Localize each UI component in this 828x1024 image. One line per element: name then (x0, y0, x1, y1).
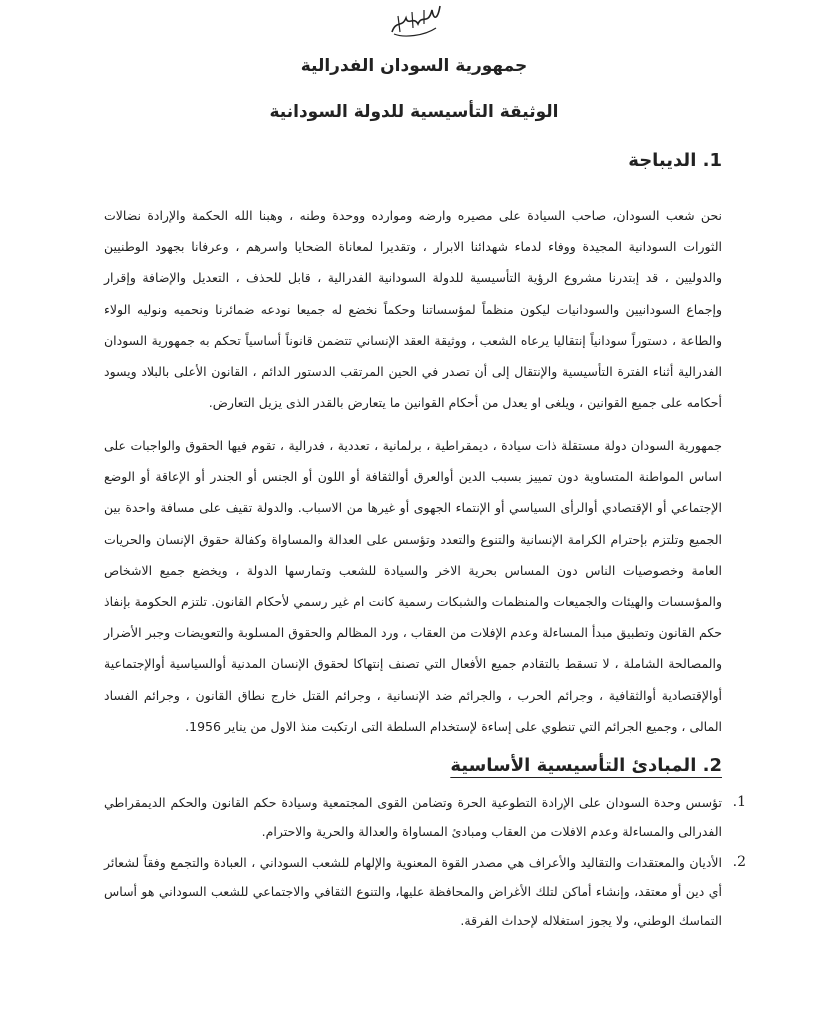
list-item-number: 1. (732, 794, 746, 810)
list-item (104, 788, 746, 846)
principles-list (104, 788, 744, 937)
preamble-paragraph-1: نحن شعب السودان، صاحب السيادة على مصيره وارضه وموارده ووحدة وطنه ، وهبنا الله الحكمة والإرادة نضالات الثورات السودانية المجيدة ووفاء لدماء شهدائنا الابرار ، وتقديرا لمعاناة الضحايا واسرهم ، وعرفانا بجهود الوطنيين والدوليين ، قد إبتدرنا مشروع الرؤية التأسيسية للدولة السودانية الفدرالية ، قابل للحذف ، التعديل والإضافة وإقرار وإجماع السودانيين والسودانيات ليكون منظماً لمؤسساتنا وحكماً نخضع له جميعا نودعه ضمائرنا ونحميه ونوليه الولاء والطاعة ، دستوراً سودانياً إنتقاليا يرعاه الشعب ، ووثيقة العقد الإنساني تتضمن قانوناً أساسياً تحكم به جمهورية السودان الفدرالية أثناء الفترة التأسيسية والإنتقال إلى أن تصدر في الحين المرتقب الدستور الدائم ، القانون الأعلى بالبلاد ويسود أحكامه على جميع القوانين ، ويلغى او يعدل من أحكام القوانين ما يتعارض بالقدر الذى يزيل التعارض. (104, 208, 722, 411)
list-item-text: تؤسس وحدة السودان على الإرادة التطوعية الحرة وتضامن القوى المجتمعية وسيادة حكم القانون والحكم الديمقراطي الفدرالى والمساءلة وعدم الافلات من العقاب ومبادئ المساواة والعدالة والحرية والاحترام. (104, 795, 722, 839)
document-title: جمهورية السودان الفدرالية (300, 56, 528, 76)
section-heading-principles: 2. المبادئ التأسيسية الأساسية (450, 755, 722, 776)
list-item-text: الأديان والمعتقدات والتقاليد والأعراف هي مصدر القوة المعنوية والإلهام للشعب السوداني ، العبادة والتجمع وفقاً لشعائر أي دين أو معتقد، وإنشاء أماكن لتلك الأغراض والمحافظة عليها، والتنوع الثقافي والاجتماعي للشعب السوداني هو أساس التماسك الوطني، ولا يجوز استغلاله لإحداث الفرقة. (104, 855, 722, 928)
preamble-paragraph-2: جمهورية السودان دولة مستقلة ذات سيادة ، ديمقراطية ، برلمانية ، تعددية ، فدرالية ، تقوم فيها الحقوق والواجبات على اساس المواطنة المتساوية دون تمييز بسبب الدين أوالعرق أوالثقافة أو اللون أو الجنس أو الجندر أو الإعاقة أو الوضع الإجتماعي أو الإقتصادي أوالرأى السياسي أو الإنتماء الجهوى أو غيرها من الاسباب. والدولة تقيف على مسافة واحدة بين الجميع وتلتزم بإحترام الكرامة الإنسانية والتنوع والتعدد وتؤسس على العدالة والمساواة وكفالة حقوق الإنسان والحريات العامة وخصوصيات الناس دون المساس بحرية الاخر والسيادة للشعب وتمارسها الدولة ، ويخضع جميع الاشخاص والمؤسسات والهيئات والجميعات والمنظمات والشبكات رسمية كانت ام غير رسمي لأحكام القانون. تلتزم الحكومة بإنفاذ حكم القانون وتطبيق مبدأ المساءلة وعدم الإفلات من العقاب ، ورد المظالم والحقوق المسلوبة والتعويضات وجبر الأضرار والمصالحة الشاملة ، لا تسقط بالتقادم جميع الأفعال التي تصنف إنتهاكا لحقوق الإنسان المدنية أوالسياسية أوالإجتماعية أوالإقتصادية أوالثقافية ، وجرائم الحرب ، والجرائم ضد الإنسانية ، وجرائم القتل خارج نطاق القانون ، وجرائم الفساد المالى ، وجميع الجرائم التي تنطوي على إساءة لإستخدام السلطة التى ارتكبت منذ الاول من يناير 1956. (104, 438, 722, 734)
basmala-logo-icon (384, 2, 444, 38)
list-item-number: 2. (732, 854, 746, 870)
document-subtitle: الوثيقة التأسيسية للدولة السودانية (269, 102, 559, 122)
list-item (104, 848, 746, 935)
section-heading-preamble: 1. الديباجة (628, 150, 722, 171)
